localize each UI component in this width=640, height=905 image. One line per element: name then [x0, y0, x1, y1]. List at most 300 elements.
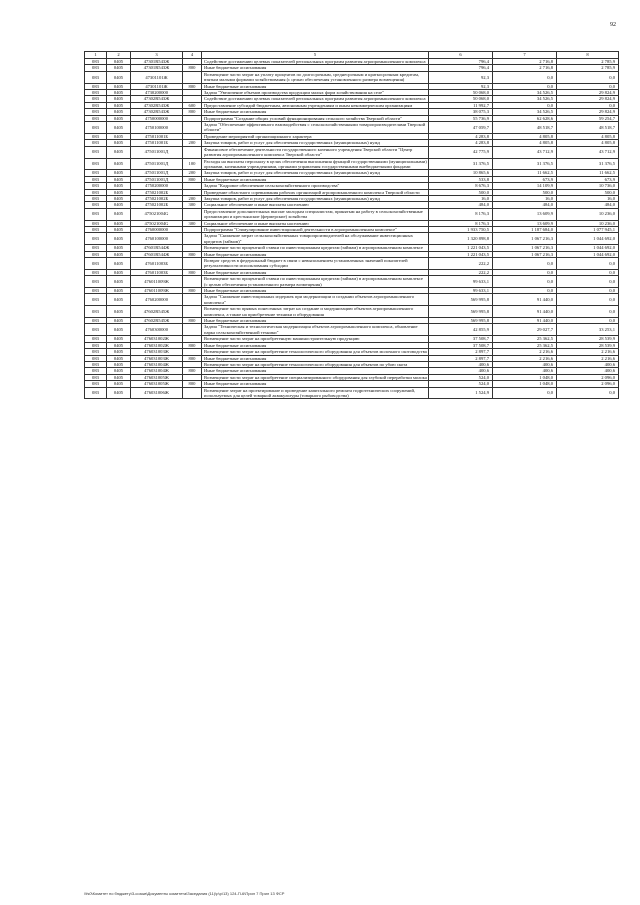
admin-code-cell: 083 — [85, 233, 107, 245]
amount-cell-year3: 0,0 — [557, 83, 619, 89]
amount-cell-year2: 4 805,8 — [493, 133, 557, 139]
amount-cell-year2: 2 216,6 — [493, 355, 557, 361]
description-cell: Закупка товаров, работ и услуг для обеспечения государственных (муниципальных) нужд — [202, 140, 429, 146]
amount-cell-year3: 10 736,0 — [557, 183, 619, 189]
section-code-cell: 0405 — [107, 251, 131, 257]
amount-cell-year3: 0,0 — [557, 71, 619, 83]
expense-type-cell — [183, 208, 202, 220]
target-article-cell: 476031003Ж — [131, 349, 183, 355]
description-cell: Иные бюджетные ассигнования — [202, 251, 429, 257]
expense-type-cell: 600 — [183, 102, 202, 108]
target-article-cell: 475011001Б — [131, 140, 183, 146]
file-path-footer: \\fs0\Комитет по бюджету\3-созыв\Документы комитета\Заседания (11)\p\p\13) 124-П-6\Прил 7 Прил 13 ФСР — [84, 891, 285, 896]
description-cell: Иные бюджетные ассигнования — [202, 355, 429, 361]
description-cell: Возмещение части затрат на приобретенную машиностроительную продукцию — [202, 336, 429, 342]
section-code-cell: 0405 — [107, 65, 131, 71]
expense-type-cell: 300 — [183, 220, 202, 226]
amount-cell-year3: 0,0 — [557, 258, 619, 270]
admin-code-cell: 083 — [85, 65, 107, 71]
amount-cell-year2: 13 609,9 — [493, 208, 557, 220]
amount-cell-year2: 400,6 — [493, 368, 557, 374]
table-row — [85, 387, 619, 399]
amount-cell-year2: 34 526,5 — [493, 109, 557, 115]
amount-cell-year1: 1 524,9 — [429, 387, 493, 399]
section-code-cell: 0405 — [107, 324, 131, 336]
admin-code-cell: 083 — [85, 381, 107, 387]
section-code-cell: 0405 — [107, 83, 131, 89]
admin-code-cell: 083 — [85, 90, 107, 96]
amount-cell-year1: 400,6 — [429, 368, 493, 374]
page-number: 92 — [610, 22, 616, 28]
table-row — [85, 140, 619, 146]
amount-cell-year3: 11 662,5 — [557, 170, 619, 176]
table-row — [85, 208, 619, 220]
amount-cell-year1: 533,8 — [429, 176, 493, 182]
amount-cell-year1: 569 995,8 — [429, 306, 493, 318]
amount-cell-year3: 0,0 — [557, 276, 619, 288]
target-article-cell: 47601R544Ж — [131, 245, 183, 251]
amount-cell-year1: 222,2 — [429, 258, 493, 270]
description-cell: Возмещение части затрат на уплату процентов по долгосрочным, среднесрочным и краткосрочным кредитам, взятым малыми формами хозяйствования (с целью обеспечения установленного размера возмещения) — [202, 71, 429, 83]
expense-type-cell: 800 — [183, 176, 202, 182]
amount-cell-year3: 0,0 — [557, 387, 619, 399]
section-code-cell: 0405 — [107, 288, 131, 294]
section-code-cell: 0405 — [107, 233, 131, 245]
amount-cell-year3: 400,6 — [557, 368, 619, 374]
target-article-cell: 476011003Б — [131, 258, 183, 270]
description-cell: Задача "Увеличение объемов производства продукции малых форм хозяйствования на селе" — [202, 90, 429, 96]
expense-type-cell: 800 — [183, 251, 202, 257]
target-article-cell: 47301101Ж — [131, 83, 183, 89]
expense-type-cell — [183, 122, 202, 134]
target-article-cell: 4750000000 — [131, 115, 183, 121]
section-code-cell: 0405 — [107, 381, 131, 387]
description-cell: Возмещение части процентной ставки по инвестиционным кредитам (займам) в агропромышленном комплексе (с целью обеспечения установленного размера возмещения) — [202, 276, 429, 288]
admin-code-cell: 083 — [85, 288, 107, 294]
target-article-cell: 475011001Д — [131, 170, 183, 176]
admin-code-cell: 083 — [85, 202, 107, 208]
amount-cell-year1: 92,3 — [429, 83, 493, 89]
column-header: 6 — [429, 52, 493, 59]
target-article-cell: 475021004G — [131, 220, 183, 226]
column-header: 2 — [107, 52, 131, 59]
table-row — [85, 349, 619, 355]
description-cell: Возмещение затрат на проектирование и проведение капитального ремонта гидротехнических сооружений, используемых для целей товарной аквакультуры (товарного рыбоводства) — [202, 387, 429, 399]
table-row — [85, 122, 619, 134]
amount-cell-year3: 4 805,8 — [557, 140, 619, 146]
description-cell: Возврат средств в федеральный бюджет в связи с невыполнением установленных значений показателей результативности использования субсидии — [202, 258, 429, 270]
amount-cell-year1: 1 221 043,5 — [429, 251, 493, 257]
header-row — [85, 52, 619, 59]
admin-code-cell: 083 — [85, 170, 107, 176]
description-cell: Иные бюджетные ассигнования — [202, 342, 429, 348]
expense-type-cell: 800 — [183, 318, 202, 324]
description-cell: Возмещение части прямых понесенных затрат на создание и модернизацию объектов агропромышленного комплекса, а также на приобретение техники и оборудования — [202, 306, 429, 318]
target-article-cell: 476031004Ж — [131, 361, 183, 367]
target-article-cell: 4750100000 — [131, 122, 183, 134]
table-row — [85, 233, 619, 245]
admin-code-cell: 083 — [85, 140, 107, 146]
amount-cell-year3: 16,0 — [557, 195, 619, 201]
amount-cell-year3: 43 712,9 — [557, 146, 619, 158]
admin-code-cell: 083 — [85, 96, 107, 102]
expense-type-cell — [183, 306, 202, 318]
expense-type-cell — [183, 294, 202, 306]
expense-type-cell: 300 — [183, 202, 202, 208]
amount-cell-year1: 16,0 — [429, 195, 493, 201]
amount-cell-year3: 0,0 — [557, 288, 619, 294]
amount-cell-year2: 400,6 — [493, 361, 557, 367]
description-cell: Иные бюджетные ассигнования — [202, 83, 429, 89]
amount-cell-year2: 25 362,5 — [493, 336, 557, 342]
amount-cell-year1: 8 176,3 — [429, 208, 493, 220]
amount-cell-year1: 222,2 — [429, 269, 493, 275]
table-row — [85, 258, 619, 270]
admin-code-cell: 083 — [85, 355, 107, 361]
section-code-cell: 0405 — [107, 349, 131, 355]
amount-cell-year2: 11 662,5 — [493, 170, 557, 176]
description-cell: Финансовое обеспечение деятельности государственного казенного учреждения Тверской области "Центр развития агропромышленного комплекса Тверской области" — [202, 146, 429, 158]
column-header: 1 — [85, 52, 107, 59]
target-article-cell: 476031004Ж — [131, 368, 183, 374]
amount-cell-year3: 0,0 — [557, 306, 619, 318]
description-cell: Проведение мероприятий организационного характера — [202, 133, 429, 139]
description-cell: Задача "Снижение инвестиционных издержек при модернизации и создании объектов агропромышленного комплекса" — [202, 294, 429, 306]
amount-cell-year2: 0,0 — [493, 71, 557, 83]
amount-cell-year2: 0,0 — [493, 269, 557, 275]
expense-type-cell — [183, 71, 202, 83]
description-cell: Возмещение части процентной ставки по инвестиционным кредитам (займам) в агропромышленном комплексе — [202, 245, 429, 251]
amount-cell-year2: 1 067 216,3 — [493, 245, 557, 251]
amount-cell-year2: 0,0 — [493, 276, 557, 288]
expense-type-cell — [183, 233, 202, 245]
amount-cell-year3: 10 236,0 — [557, 220, 619, 226]
admin-code-cell: 083 — [85, 318, 107, 324]
amount-cell-year2: 13 609,9 — [493, 220, 557, 226]
target-article-cell: 47302R543Ж — [131, 102, 183, 108]
table-row — [85, 170, 619, 176]
section-code-cell: 0405 — [107, 102, 131, 108]
target-article-cell: 4760300000 — [131, 324, 183, 336]
section-code-cell: 0405 — [107, 90, 131, 96]
amount-cell-year1: 11 992,7 — [429, 102, 493, 108]
amount-cell-year3: 28 539,9 — [557, 342, 619, 348]
column-header: 8 — [557, 52, 619, 59]
amount-cell-year3: 1 044 692,0 — [557, 251, 619, 257]
expense-type-cell: 800 — [183, 269, 202, 275]
amount-cell-year1: 2 897,7 — [429, 349, 493, 355]
admin-code-cell: 083 — [85, 387, 107, 399]
description-cell: Содействие достижению целевых показателей региональных программ развития агропромышленного комплекса — [202, 96, 429, 102]
amount-cell-year1: 99 633,1 — [429, 276, 493, 288]
table-row — [85, 158, 619, 170]
description-cell: Иные бюджетные ассигнования — [202, 318, 429, 324]
section-code-cell: 0405 — [107, 276, 131, 288]
description-cell: Иные бюджетные ассигнования — [202, 176, 429, 182]
admin-code-cell: 083 — [85, 176, 107, 182]
amount-cell-year2: 16,0 — [493, 195, 557, 201]
admin-code-cell: 083 — [85, 158, 107, 170]
amount-cell-year2: 484,0 — [493, 202, 557, 208]
admin-code-cell: 083 — [85, 245, 107, 251]
expense-type-cell: 800 — [183, 109, 202, 115]
amount-cell-year1: 569 995,8 — [429, 318, 493, 324]
expense-type-cell: 800 — [183, 65, 202, 71]
section-code-cell: 0405 — [107, 183, 131, 189]
target-article-cell: 475011001Д — [131, 176, 183, 182]
target-article-cell: 475011001Д — [131, 158, 183, 170]
admin-code-cell: 083 — [85, 294, 107, 306]
target-article-cell: 47302R543Ж — [131, 109, 183, 115]
admin-code-cell: 083 — [85, 251, 107, 257]
amount-cell-year1: 55 736,9 — [429, 115, 493, 121]
target-article-cell: 4750200000 — [131, 183, 183, 189]
column-header: 7 — [493, 52, 557, 59]
amount-cell-year2: 0,0 — [493, 258, 557, 270]
admin-code-cell: 083 — [85, 208, 107, 220]
target-article-cell: 476011009Ж — [131, 288, 183, 294]
table-row — [85, 90, 619, 96]
amount-cell-year1: 1 320 898,8 — [429, 233, 493, 245]
admin-code-cell: 083 — [85, 361, 107, 367]
admin-code-cell: 083 — [85, 71, 107, 83]
expense-type-cell — [183, 387, 202, 399]
description-cell: Возмещение части затрат на приобретение технологического оборудования для объектов по убою скота — [202, 361, 429, 367]
amount-cell-year1: 2 897,7 — [429, 355, 493, 361]
amount-cell-year1: 1 221 043,5 — [429, 245, 493, 251]
admin-code-cell: 083 — [85, 269, 107, 275]
amount-cell-year3: 2 216,6 — [557, 355, 619, 361]
amount-cell-year3: 29 824,9 — [557, 96, 619, 102]
description-cell: Иные бюджетные ассигнования — [202, 65, 429, 71]
amount-cell-year2: 31 376,5 — [493, 158, 557, 170]
section-code-cell: 0405 — [107, 226, 131, 232]
amount-cell-year3: 28 539,9 — [557, 336, 619, 342]
budget-table-wrapper — [84, 51, 618, 399]
expense-type-cell: 800 — [183, 342, 202, 348]
target-article-cell: 47301R543Ж — [131, 65, 183, 71]
description-cell: Задача "Техническая и технологическая модернизация объектов агропромышленного комплекса, обновление парка сельскохозяйственной техники" — [202, 324, 429, 336]
target-article-cell: 47602R545Ж — [131, 306, 183, 318]
amount-cell-year3: 59 254,7 — [557, 115, 619, 121]
description-cell: Иные бюджетные ассигнования — [202, 109, 429, 115]
section-code-cell: 0405 — [107, 176, 131, 182]
section-code-cell: 0405 — [107, 294, 131, 306]
target-article-cell: 47602R545Ж — [131, 318, 183, 324]
section-code-cell: 0405 — [107, 318, 131, 324]
amount-cell-year3: 1 044 692,0 — [557, 233, 619, 245]
admin-code-cell: 083 — [85, 102, 107, 108]
amount-cell-year1: 38 075,3 — [429, 109, 493, 115]
description-cell: Иные бюджетные ассигнования — [202, 381, 429, 387]
amount-cell-year3: 2 785,9 — [557, 65, 619, 71]
section-code-cell: 0405 — [107, 387, 131, 399]
amount-cell-year2: 91 440,0 — [493, 318, 557, 324]
amount-cell-year2: 1 187 684,0 — [493, 226, 557, 232]
description-cell: Подпрограмма "Стимулирование инвестиционной деятельности в агропромышленном комплексе" — [202, 226, 429, 232]
amount-cell-year3: 0,0 — [557, 318, 619, 324]
amount-cell-year3: 10 236,0 — [557, 208, 619, 220]
target-article-cell: 476031005Ж — [131, 374, 183, 380]
amount-cell-year2: 673,9 — [493, 176, 557, 182]
expense-type-cell — [183, 276, 202, 288]
section-code-cell: 0405 — [107, 146, 131, 158]
description-cell: Закупка товаров, работ и услуг для обеспечения государственных (муниципальных) нужд — [202, 170, 429, 176]
target-article-cell: 475021004G — [131, 208, 183, 220]
description-cell: Проведение областного соревнования рабочих организаций агропромышленного комплекса Тверской области — [202, 189, 429, 195]
amount-cell-year2: 1 048,0 — [493, 381, 557, 387]
section-code-cell: 0405 — [107, 140, 131, 146]
admin-code-cell: 083 — [85, 195, 107, 201]
amount-cell-year1: 37 508,7 — [429, 342, 493, 348]
amount-cell-year3: 673,9 — [557, 176, 619, 182]
table-row — [85, 71, 619, 83]
amount-cell-year2: 2 216,6 — [493, 349, 557, 355]
admin-code-cell: 083 — [85, 183, 107, 189]
amount-cell-year2: 91 440,0 — [493, 294, 557, 306]
expense-type-cell — [183, 324, 202, 336]
description-cell: Предоставление дополнительных выплат молодым специалистам, принятым на работу в сельскохозяйственные организации и крестьянские (фермерские) хозяйства — [202, 208, 429, 220]
table-row — [85, 276, 619, 288]
target-article-cell: 476031003Ж — [131, 355, 183, 361]
amount-cell-year1: 50 068,0 — [429, 96, 493, 102]
amount-cell-year2: 25 362,5 — [493, 342, 557, 348]
section-code-cell: 0405 — [107, 202, 131, 208]
table-row — [85, 306, 619, 318]
amount-cell-year3: 2 216,6 — [557, 349, 619, 355]
admin-code-cell: 083 — [85, 133, 107, 139]
column-header: 3 — [131, 52, 183, 59]
expense-type-cell: 800 — [183, 368, 202, 374]
description-cell: Социальное обеспечение и иные выплаты населению — [202, 202, 429, 208]
admin-code-cell: 083 — [85, 306, 107, 318]
amount-cell-year2: 0,0 — [493, 387, 557, 399]
admin-code-cell: 083 — [85, 374, 107, 380]
amount-cell-year2: 48 518,7 — [493, 122, 557, 134]
expense-type-cell: 200 — [183, 170, 202, 176]
amount-cell-year2: 34 526,5 — [493, 90, 557, 96]
amount-cell-year3: 33 253,1 — [557, 324, 619, 336]
target-article-cell: 475021002Б — [131, 189, 183, 195]
target-article-cell: 476031006Ж — [131, 387, 183, 399]
section-code-cell: 0405 — [107, 342, 131, 348]
target-article-cell: 475011001Б — [131, 133, 183, 139]
admin-code-cell: 083 — [85, 83, 107, 89]
amount-cell-year1: 796,4 — [429, 59, 493, 65]
amount-cell-year2: 2 716,8 — [493, 65, 557, 71]
section-code-cell: 0405 — [107, 189, 131, 195]
admin-code-cell: 083 — [85, 324, 107, 336]
admin-code-cell: 083 — [85, 115, 107, 121]
target-article-cell: 4760200000 — [131, 294, 183, 306]
section-code-cell: 0405 — [107, 109, 131, 115]
target-article-cell: 4760100000 — [131, 233, 183, 245]
amount-cell-year2: 62 628,6 — [493, 115, 557, 121]
target-article-cell: 476031005Ж — [131, 381, 183, 387]
amount-cell-year3: 0,0 — [557, 102, 619, 108]
target-article-cell: 4730200000 — [131, 90, 183, 96]
amount-cell-year1: 1 933 750,5 — [429, 226, 493, 232]
section-code-cell: 0405 — [107, 115, 131, 121]
amount-cell-year3: 0,0 — [557, 294, 619, 306]
section-code-cell: 0405 — [107, 71, 131, 83]
amount-cell-year3: 4 805,8 — [557, 133, 619, 139]
expense-type-cell: 200 — [183, 140, 202, 146]
amount-cell-year1: 42 855,9 — [429, 324, 493, 336]
expense-type-cell: 800 — [183, 83, 202, 89]
section-code-cell: 0405 — [107, 269, 131, 275]
amount-cell-year3: 500,0 — [557, 189, 619, 195]
target-article-cell: 47302R543Ж — [131, 96, 183, 102]
section-code-cell: 0405 — [107, 374, 131, 380]
amount-cell-year2: 29 027,7 — [493, 324, 557, 336]
amount-cell-year2: 500,0 — [493, 189, 557, 195]
description-cell: Задача "Кадровое обеспечение сельскохозяйственного производства" — [202, 183, 429, 189]
table-row — [85, 115, 619, 121]
amount-cell-year2: 0,0 — [493, 102, 557, 108]
amount-cell-year2: 2 716,8 — [493, 59, 557, 65]
amount-cell-year1: 92,3 — [429, 71, 493, 83]
amount-cell-year1: 99 633,1 — [429, 288, 493, 294]
amount-cell-year3: 29 824,9 — [557, 90, 619, 96]
amount-cell-year3: 1 044 692,0 — [557, 245, 619, 251]
amount-cell-year3: 2 096,0 — [557, 374, 619, 380]
target-article-cell: 475011001Д — [131, 146, 183, 158]
amount-cell-year1: 796,4 — [429, 65, 493, 71]
target-article-cell: 476011009Ж — [131, 276, 183, 288]
table-row — [85, 146, 619, 158]
amount-cell-year3: 1 077 945,1 — [557, 226, 619, 232]
description-cell: Возмещение части затрат на приобретение специализированного оборудования для глубокой переработки молока — [202, 374, 429, 380]
amount-cell-year1: 50 068,0 — [429, 90, 493, 96]
amount-cell-year1: 42 775,9 — [429, 146, 493, 158]
amount-cell-year3: 31 376,5 — [557, 158, 619, 170]
amount-cell-year3: 2 785,9 — [557, 59, 619, 65]
admin-code-cell: 083 — [85, 220, 107, 226]
amount-cell-year1: 400,6 — [429, 361, 493, 367]
amount-cell-year1: 500,0 — [429, 189, 493, 195]
table-body — [85, 59, 619, 399]
admin-code-cell: 083 — [85, 59, 107, 65]
description-cell: Задача "Снижение затрат сельскохозяйственных товаропроизводителей на обслуживание инвестиционных кредитов (займов)" — [202, 233, 429, 245]
table-row — [85, 294, 619, 306]
amount-cell-year2: 91 440,0 — [493, 306, 557, 318]
amount-cell-year1: 8 176,3 — [429, 220, 493, 226]
expense-type-cell: 800 — [183, 355, 202, 361]
section-code-cell: 0405 — [107, 158, 131, 170]
table-row — [85, 59, 619, 65]
amount-cell-year1: 524,0 — [429, 374, 493, 380]
amount-cell-year2: 1 067 216,3 — [493, 251, 557, 257]
budget-table — [84, 51, 619, 399]
section-code-cell: 0405 — [107, 361, 131, 367]
amount-cell-year1: 8 676,3 — [429, 183, 493, 189]
target-article-cell: 476031002Ж — [131, 336, 183, 342]
amount-cell-year2: 1 067 216,3 — [493, 233, 557, 245]
section-code-cell: 0405 — [107, 368, 131, 374]
section-code-cell: 0405 — [107, 258, 131, 270]
target-article-cell: 47601R544Ж — [131, 251, 183, 257]
amount-cell-year1: 31 376,5 — [429, 158, 493, 170]
description-cell: Содействие достижению целевых показателей региональных программ развития агропромышленного комплекса — [202, 59, 429, 65]
admin-code-cell: 083 — [85, 189, 107, 195]
expense-type-cell — [183, 146, 202, 158]
amount-cell-year1: 484,0 — [429, 202, 493, 208]
admin-code-cell: 083 — [85, 146, 107, 158]
target-article-cell: 475021002Б — [131, 202, 183, 208]
amount-cell-year2: 14 109,9 — [493, 183, 557, 189]
table-row — [85, 96, 619, 102]
